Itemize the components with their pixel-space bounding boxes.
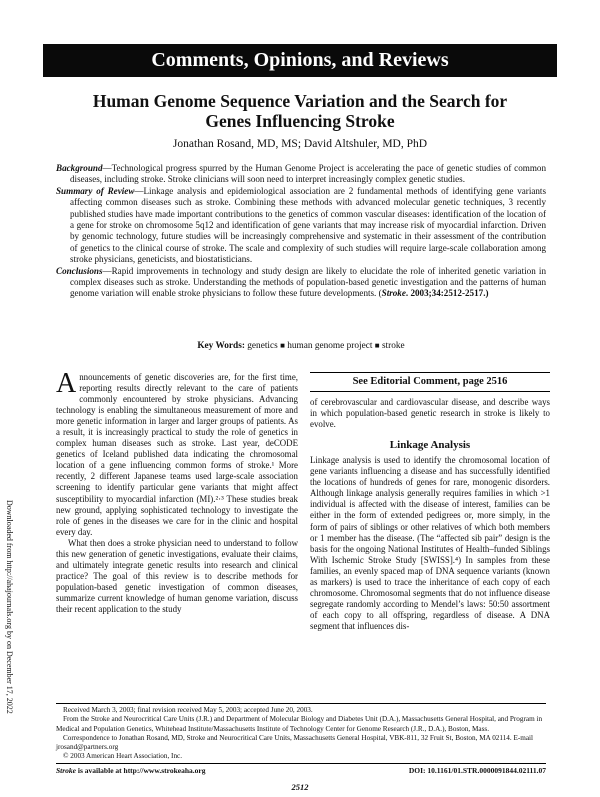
author-list: Jonathan Rosand, MD, MS; David Altshuler, MD, PhD — [172, 138, 428, 150]
left-column — [56, 368, 298, 615]
section-heading-linkage: Linkage Analysis — [389, 439, 471, 452]
intro-text: nnouncements of genetic discoveries are, for the first time, reporting results directly relevant to the care of patients commonly encountered by stroke physicians. Advancing technology is enabling the simultaneous measurement of more and more genetic information in larger and larger groups of patients. As a result, it is increasingly practical to study the role of genetics in complex human diseases such as stroke. Last year, deCODE genetics of Iceland published data indicating the chromosomal location of a gene influencing common forms of stroke.¹ More recently, 2 different Japanese teams used large-scale association screening to identify particular gene variants that might affect susceptibility to myocardial infarction (MI).²·³ These studies break new ground, applying sophisticated technology to investigate the role of genes in the diseases we care for in the clinic and hospital every day. — [56, 372, 298, 537]
section-banner: Comments, Opinions, and Reviews — [43, 44, 557, 77]
citation-journal: Stroke — [381, 288, 406, 299]
keyword-item: stroke — [381, 341, 405, 351]
conclusions-text: —Rapid improvements in technology and study design are likely to elucidate the role of inherited genetic variation in complex diseases such as stroke. Understanding the methods of population-based genetic investigation and the patterns of human genome variation will enable stroke physicians to follow these future developments. ( — [70, 265, 546, 299]
citation-rest: . 2003;34:2512-2517.) — [405, 288, 489, 299]
article-title — [60, 91, 540, 131]
intro-paragraph — [56, 368, 298, 538]
conclusions-label: Conclusions — [56, 265, 103, 276]
continuation-paragraph: of cerebrovascular and cardiovascular disease, and describe ways in which population-based genetic research in stroke is likely to evolve. — [310, 397, 550, 430]
editorial-comment-link[interactable]: See Editorial Comment, page 2516 — [310, 372, 550, 392]
abstract-summary — [56, 186, 546, 266]
footnotes — [56, 706, 546, 762]
keyword-separator: ■ — [280, 341, 285, 350]
copyright: © 2003 American Heart Association, Inc. — [63, 752, 183, 761]
doi: DOI: 10.1161/01.STR.0000091844.02111.07 — [408, 766, 546, 775]
linkage-paragraph: Linkage analysis is used to identify the chromosomal location of gene variants influencing a disease and has successfully identified the locations of hundreds of genes for rare, monogenic disorders. Although linkage analysis generally requires families in which >1 individual is affected with the disease of interest, families can be either in the form of extended pedigrees or, more simply, in the form of pairs of siblings or other relatives of which both members or 1 member has the disease. (The “affected sib pair” design is the basis for the ongoing National Institutes of Health–funded Siblings With Ischemic Stroke Study [SWISS].⁴) In samples from these families, an evenly spaced map of DNA sequence variants (known as markers) is used to trace the inheritance of each copy of each chromosome. Chromosomal segments that do not influence disease segregate randomly according to Mendel’s laws: 50:50 assortment of each copy to all offspring, regardless of disease. A DNA segment that influences dis- — [310, 455, 550, 631]
journal-footer — [56, 763, 546, 775]
second-paragraph: What then does a stroke physician need to understand to follow this new generation of genetic investigations, evaluate their claims, and ultimately integrate genetic results into research and clinical practice? The goal of this review is to describe methods for population-based genetic investigation of common diseases, summarize current knowledge of human genome variation, discuss their recent application to the study — [56, 537, 298, 614]
title-line-2: Genes Influencing Stroke — [205, 111, 395, 131]
abstract-background — [56, 163, 546, 186]
background-label: Background — [56, 163, 103, 173]
footer-availability[interactable]: is available at http://www.strokeaha.org — [76, 766, 206, 775]
right-column — [310, 372, 550, 632]
keywords-label: Key Words: — [197, 341, 245, 351]
download-sidebar: Downloaded from http://ahajournals.org by on December 17, 2022 — [5, 500, 14, 714]
keyword-separator: ■ — [374, 341, 380, 350]
keyword-item: human genome project — [287, 341, 373, 351]
footer-journal: Stroke — [56, 766, 77, 775]
affiliations: From the Stroke and Neurocritical Care Units (J.R.) and Department of Molecular Biology and Diabetes Unit (D.A.), Massachusetts General Hospital, and Program in Medical and Population Genetics, Whitehead Institute/Massachusetts Institute of Technology Center for Genome Research (J.R., D.A.), Boston, Mass. — [56, 715, 543, 733]
keywords — [56, 341, 546, 351]
background-text: —Technological progress spurred by the Human Genome Project is accelerating the pace of genetic studies of common diseases, including stroke. Stroke clinicians will soon need to interpret increasingly complex genetic studies. — [70, 163, 546, 185]
footnote-divider — [56, 703, 546, 704]
page-number: 2512 — [291, 782, 309, 792]
correspondence: Correspondence to Jonathan Rosand, MD, Stroke and Neurocritical Care Units, Massachusetts General Hospital, VBK-811, 32 Fruit St, Boston, MA 02114. E-mail jrosand@partners.org — [56, 733, 534, 752]
drop-cap: A — [56, 368, 77, 399]
summary-label: Summary of Review — [56, 185, 135, 196]
summary-text: —Linkage analysis and epidemiological association are 2 fundamental methods of identifying gene variants affecting common diseases such as stroke. Combining these methods with advanced molecular genetic techniques, 3 recently published studies have made important contributions to the genetics of common vascular diseases: identification of the location of a gene for stroke on chromosome 5q12 and identification of gene variants that may increase risk of myocardial infarction. Driven by genomic technology, future studies will be increasingly comprehensive and systematic in their assessment of the contribution of genetics to the clinical course of stroke. The scale and complexity of such studies will require large-scale collaboration among stroke physicians, geneticists, and biostatisticians. — [70, 185, 546, 265]
abstract-conclusions — [56, 266, 546, 300]
keyword-item: genetics — [247, 341, 278, 351]
received-dates: Received March 3, 2003; final revision received May 5, 2003; accepted June 20, 2003. — [63, 706, 313, 714]
abstract — [56, 163, 546, 300]
title-line-1: Human Genome Sequence Variation and the Search for — [92, 91, 508, 111]
